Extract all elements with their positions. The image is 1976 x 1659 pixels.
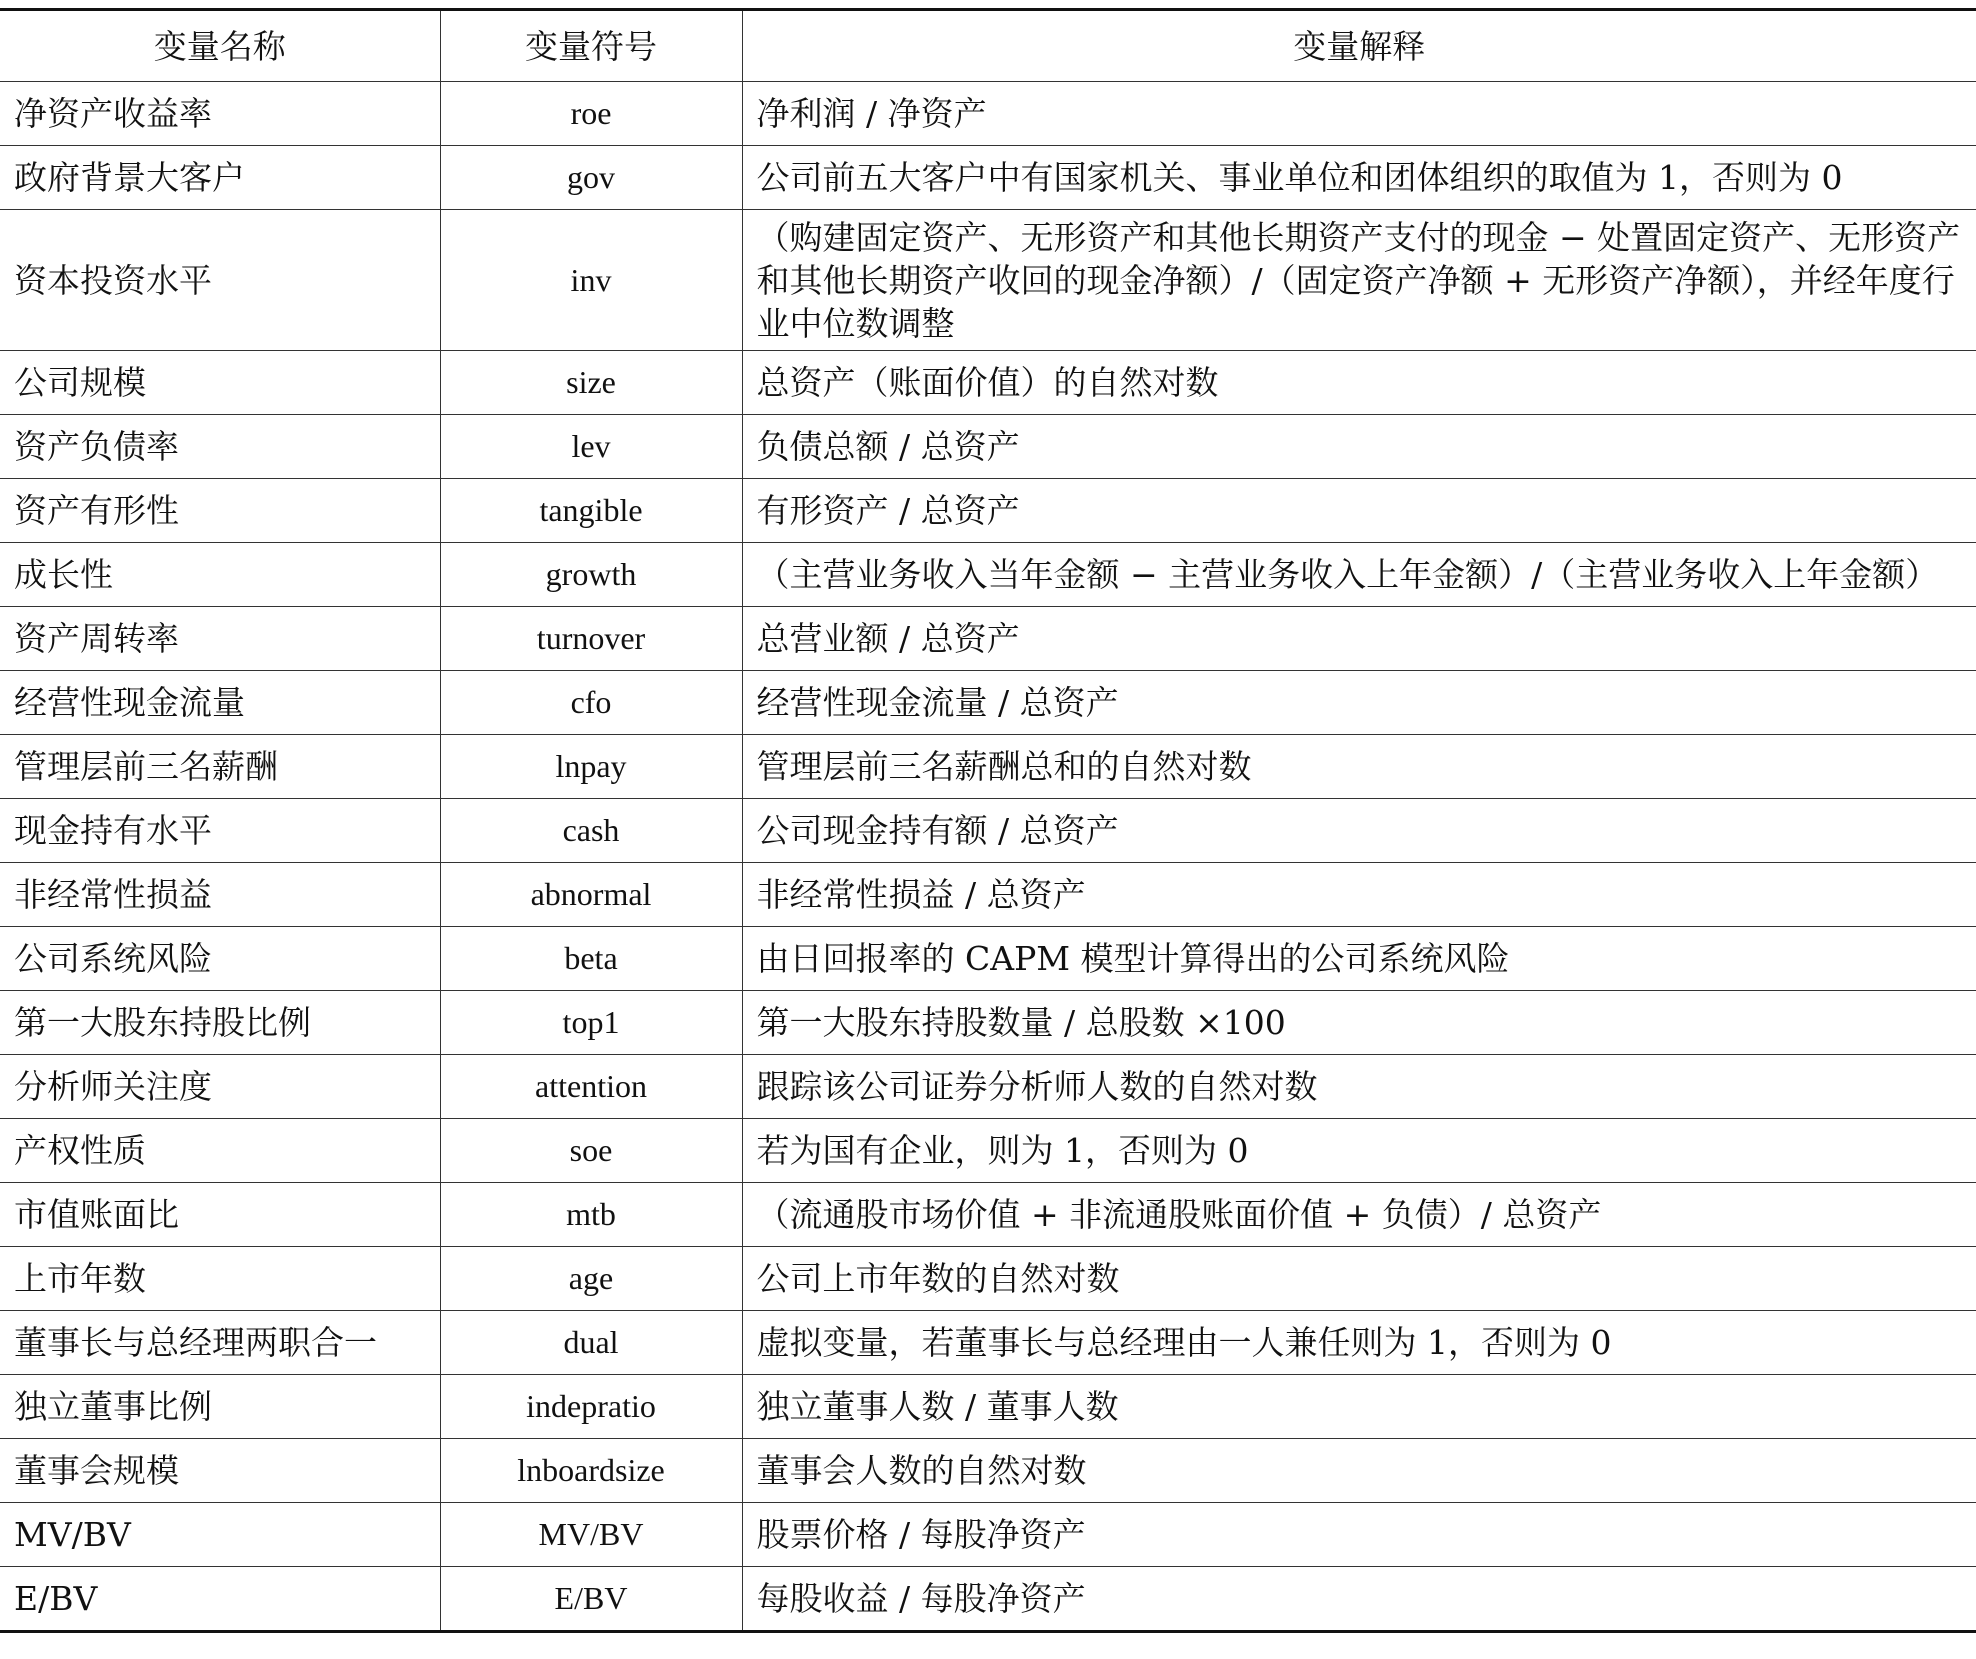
- table-row: [0, 863, 1976, 927]
- variable-symbol-cell: lnboardsize: [440, 1439, 742, 1503]
- table-row: [0, 1311, 1976, 1375]
- table-row: [0, 351, 1976, 415]
- variable-symbol-cell: lnpay: [440, 735, 742, 799]
- variable-name-cell: 公司规模: [0, 351, 440, 415]
- header-row: [0, 10, 1976, 82]
- variable-symbol-cell: cash: [440, 799, 742, 863]
- variable-name-cell: 公司系统风险: [0, 927, 440, 991]
- table-row: [0, 479, 1976, 543]
- table-row: [0, 991, 1976, 1055]
- variable-name-cell: 管理层前三名薪酬: [0, 735, 440, 799]
- variable-symbol-cell: abnormal: [440, 863, 742, 927]
- table-row: [0, 671, 1976, 735]
- table-row: [0, 1375, 1976, 1439]
- table-row: [0, 1503, 1976, 1567]
- table-row: [0, 799, 1976, 863]
- table-row: [0, 210, 1976, 351]
- table-row: [0, 927, 1976, 991]
- variable-name-cell: 净资产收益率: [0, 82, 440, 146]
- header-variable-symbol: 变量符号: [440, 10, 742, 82]
- variable-description-cell: 由日回报率的 CAPM 模型计算得出的公司系统风险: [742, 927, 1976, 991]
- table-row: [0, 1183, 1976, 1247]
- variable-description-cell: （主营业务收入当年金额 − 主营业务收入上年金额）/（主营业务收入上年金额）: [742, 543, 1976, 607]
- table-body: [0, 82, 1976, 1632]
- variable-description-cell: 独立董事人数 / 董事人数: [742, 1375, 1976, 1439]
- variable-symbol-cell: size: [440, 351, 742, 415]
- variable-description-cell: 每股收益 / 每股净资产: [756, 1579, 1086, 1618]
- variable-name-cell: 非经常性损益: [0, 863, 440, 927]
- variable-symbol-cell: turnover: [440, 607, 742, 671]
- variable-description-cell: 有形资产 / 总资产: [742, 479, 1976, 543]
- variable-name-cell: 董事会规模: [0, 1439, 440, 1503]
- variable-name-cell: 成长性: [0, 543, 440, 607]
- variable-symbol-cell: inv: [440, 210, 742, 351]
- variable-name-cell: 资本投资水平: [0, 210, 440, 351]
- variable-symbol-cell: MV/BV: [440, 1503, 742, 1567]
- variable-name-cell: 第一大股东持股比例: [0, 991, 440, 1055]
- variable-name-cell: E/BV: [0, 1567, 440, 1632]
- variable-name-cell: 资产有形性: [0, 479, 440, 543]
- variable-symbol-cell: mtb: [440, 1183, 742, 1247]
- variable-description-cell: 总营业额 / 总资产: [742, 607, 1976, 671]
- variable-name-cell: 资产负债率: [0, 415, 440, 479]
- variable-description-cell: 董事会人数的自然对数: [742, 1439, 1976, 1503]
- variable-symbol-cell: indepratio: [440, 1375, 742, 1439]
- variable-description-cell: 总资产（账面价值）的自然对数: [742, 351, 1976, 415]
- header-variable-description: 变量解释: [742, 10, 1976, 82]
- variable-name-cell: 资产周转率: [0, 607, 440, 671]
- variable-name-cell: 独立董事比例: [0, 1375, 440, 1439]
- table-row: [0, 735, 1976, 799]
- table-row: [0, 607, 1976, 671]
- variable-description-cell: （流通股市场价值 + 非流通股账面价值 + 负债）/ 总资产: [742, 1183, 1976, 1247]
- variable-symbol-cell: tangible: [440, 479, 742, 543]
- variable-description-cell: 负债总额 / 总资产: [742, 415, 1976, 479]
- variable-name-cell: 现金持有水平: [0, 799, 440, 863]
- table-row: [0, 543, 1976, 607]
- variable-description-cell: 公司上市年数的自然对数: [742, 1247, 1976, 1311]
- variable-symbol-cell: beta: [440, 927, 742, 991]
- table-row: [0, 82, 1976, 146]
- table-row: [0, 1439, 1976, 1503]
- variable-name-cell: 市值账面比: [0, 1183, 440, 1247]
- table-header: [0, 10, 1976, 82]
- variable-symbol-cell: dual: [440, 1311, 742, 1375]
- table-row: [0, 1119, 1976, 1183]
- table-row: [0, 1055, 1976, 1119]
- variable-name-cell: 产权性质: [0, 1119, 440, 1183]
- table-row: [0, 146, 1976, 210]
- variable-symbol-cell: cfo: [440, 671, 742, 735]
- table-row: [0, 415, 1976, 479]
- variable-description-cell: 公司现金持有额 / 总资产: [742, 799, 1976, 863]
- table-row: [0, 1567, 1976, 1632]
- variable-symbol-cell: roe: [440, 82, 742, 146]
- variable-name-cell: 政府背景大客户: [0, 146, 440, 210]
- variable-description-cell: 若为国有企业，则为 1，否则为 0: [742, 1119, 1976, 1183]
- variable-description-cell: 公司前五大客户中有国家机关、事业单位和团体组织的取值为 1，否则为 0: [742, 146, 1976, 210]
- variable-symbol-cell: gov: [440, 146, 742, 210]
- variable-symbol-cell: top1: [440, 991, 742, 1055]
- variable-description-cell: 非经常性损益 / 总资产: [742, 863, 1976, 927]
- variable-description-cell: 虚拟变量，若董事长与总经理由一人兼任则为 1，否则为 0: [742, 1311, 1976, 1375]
- table-row: [0, 1247, 1976, 1311]
- header-variable-name: 变量名称: [0, 10, 440, 82]
- variable-description-cell: 股票价格 / 每股净资产: [742, 1503, 1976, 1567]
- variable-symbol-cell: E/BV: [440, 1567, 742, 1632]
- variable-name-cell: 经营性现金流量: [0, 671, 440, 735]
- variable-description-cell: 经营性现金流量 / 总资产: [742, 671, 1976, 735]
- variable-description-cell: 第一大股东持股数量 / 总股数 ×100: [742, 991, 1976, 1055]
- variable-description-cell: 跟踪该公司证券分析师人数的自然对数: [742, 1055, 1976, 1119]
- variable-name-cell: 董事长与总经理两职合一: [0, 1311, 440, 1375]
- variable-symbol-cell: soe: [440, 1119, 742, 1183]
- variable-description-cell: 管理层前三名薪酬总和的自然对数: [742, 735, 1976, 799]
- variable-definition-table: [0, 8, 1976, 1633]
- variable-name-cell: 上市年数: [0, 1247, 440, 1311]
- variable-description-cell: 净利润 / 净资产: [742, 82, 1976, 146]
- variable-symbol-cell: growth: [440, 543, 742, 607]
- variable-symbol-cell: age: [440, 1247, 742, 1311]
- variable-name-cell: MV/BV: [0, 1503, 440, 1567]
- variable-symbol-cell: lev: [440, 415, 742, 479]
- variable-symbol-cell: attention: [440, 1055, 742, 1119]
- variable-definition-table-container: [0, 8, 1976, 1633]
- variable-name-cell: 分析师关注度: [0, 1055, 440, 1119]
- variable-description-cell: （购建固定资产、无形资产和其他长期资产支付的现金 − 处置固定资产、无形资产和其他长期资产收回的现金净额）/（固定资产净额 + 无形资产净额），并经年度行业中位数调整: [742, 210, 1976, 351]
